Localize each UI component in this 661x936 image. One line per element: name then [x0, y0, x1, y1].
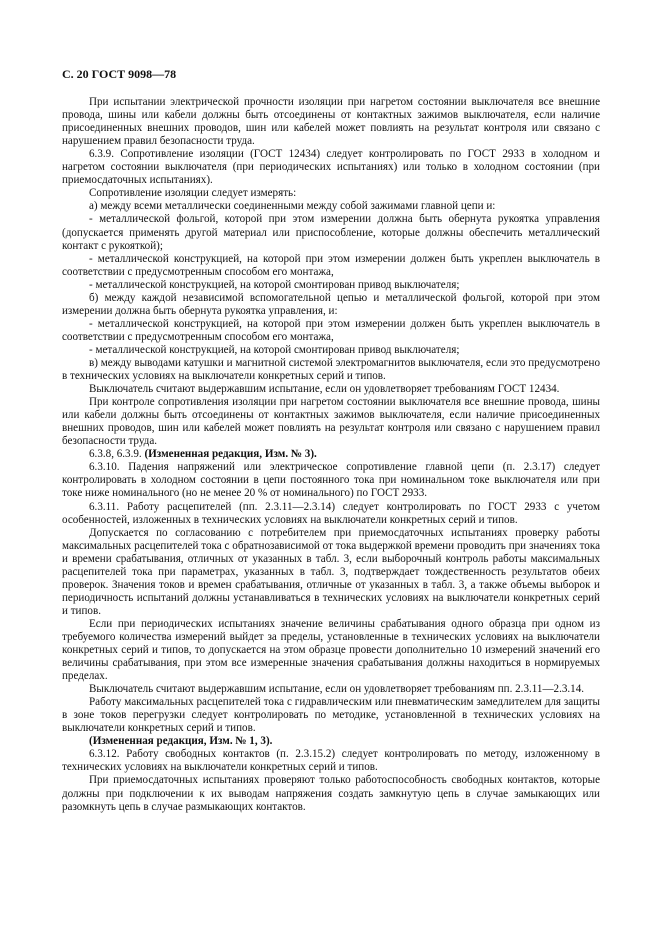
paragraph: 6.3.9. Сопротивление изоляции (ГОСТ 12434) следует контролировать по ГОСТ 2933 в холодном и нагретом состоянии выключателя (при периодических испытаниях) или только в холодном состоянии (при приемосдаточных испытаниях).: [62, 148, 600, 187]
revision-note: [62, 448, 600, 461]
paragraph: При приемосдаточных испытаниях проверяют только работоспособность свободных контактов, которые должны при подключении к их выводам напряжения создать замкнутую цепь в случае замыкающих или разомкнуть цепь в случае размыкающих контактов.: [62, 774, 600, 813]
paragraph: Если при периодических испытаниях значение величины срабатывания одного образца при одном из требуемого количества измерений выйдет за пределы, установленные в технических условиях на выключатели конкретных серий и типов, то допускается на этом образце провести дополнительно 10 измерений значений его величины срабатывания, при этом все измеренные значения срабатывания должны находиться в нормируемых пределах.: [62, 617, 600, 683]
page-header: С. 20 ГОСТ 9098—78: [62, 67, 177, 81]
paragraph: 6.3.12. Работу свободных контактов (п. 2.3.15.2) следует контролировать по методу, изложенному в технических условиях на выключатели конкретных серий и типов.: [62, 748, 600, 774]
revision-note: [62, 735, 600, 748]
revision-label: (Измененная редакция, Изм. № 1, 3).: [89, 735, 273, 748]
paragraph: Работу максимальных расцепителей тока с гидравлическим или пневматическим замедлителем для защиты в зоне токов перегрузки следует контролировать по методике, установленной в технических условиях на выключатели конкретных серий и типов.: [62, 696, 600, 735]
revision-ref: 6.3.8, 6.3.9.: [89, 448, 145, 461]
paragraph: 6.3.10. Падения напряжений или электрическое сопротивление главной цепи (п. 2.3.17) следует контролировать в холодном состоянии в цепи постоянного тока при номинальном токе выключателя или при токе ниже номинального (но не менее 20 % от номинального) по ГОСТ 2933.: [62, 461, 600, 500]
paragraph: 6.3.11. Работу расцепителей (пп. 2.3.11—2.3.14) следует контролировать по ГОСТ 2933 с учетом особенностей, изложенных в технических условиях на выключатели конкретных серий и типов.: [62, 500, 600, 526]
list-item: а) между всеми металлически соединенными между собой зажимами главной цепи и:: [89, 200, 496, 213]
paragraph: Выключатель считают выдержавшим испытание, если он удовлетворяет требованиям ГОСТ 12434.: [89, 383, 560, 396]
paragraph: Выключатель считают выдержавшим испытание, если он удовлетворяет требованиям пп. 2.3.11—2.3.14.: [89, 683, 585, 696]
list-item: б) между каждой независимой вспомогательной цепью и металлической фольгой, которой при этом измерении должна быть обернута рукоятка управления, и:: [62, 291, 600, 317]
document-page: [62, 68, 600, 814]
paragraph: Допускается по согласованию с потребителем при приемосдаточных испытаниях проверку работы максимальных расцепителей тока с обратнозависимой от тока выдержкой времени проводить при значениях тока и времени срабатывания, отличных от указанных в табл. 3, если выборочный контроль работы максимальных расцепителей тока при параметрах, указанных в табл. 3, подтверждает тождественность результатов обеих проверок. Значения токов и времен срабатывания, отличные от указанных в табл. 3, а также объемы выборок и периодичность испытаний должны устанавливаться в технических условиях на выключатели конкретных серий и типов.: [62, 526, 600, 617]
list-item: - металлической конструкцией, на которой при этом измерении должен быть укреплен выключатель в соответствии с предусмотренным способом его монтажа,: [62, 317, 600, 343]
list-item: - металлической конструкцией, на которой при этом измерении должен быть укреплен выключатель в соответствии с предусмотренным способом его монтажа,: [62, 252, 600, 278]
revision-label: (Измененная редакция, Изм. № 3).: [144, 448, 317, 461]
paragraph: При контроле сопротивления изоляции при нагретом состоянии выключателя все внешние провода, шины или кабели должны быть отсоединены от контактных зажимов выключателя, если наличие присоединенных внешних проводов, шин или кабелей может повлиять на результат контроля или связано с нарушением правил безопасности труда.: [62, 396, 600, 448]
paragraph: Сопротивление изоляции следует измерять:: [89, 187, 297, 200]
list-item: - металлической конструкцией, на которой смонтирован привод выключателя;: [89, 278, 460, 291]
paragraph: При испытании электрической прочности изоляции при нагретом состоянии выключателя все внешние провода, шины или кабели должны быть отсоединены от контактных зажимов выключателя, если наличие присоединенных внешних проводов, шин или кабелей может повлиять на результат контроля или связано с нарушением правил безопасности труда.: [62, 96, 600, 148]
list-item: - металлической конструкцией, на которой смонтирован привод выключателя;: [89, 343, 460, 356]
list-item: - металлической фольгой, которой при этом измерении должна быть обернута рукоятка управления (допускается применять другой материал или приспособление, которые должны обеспечить металлический контакт с рукояткой);: [62, 213, 600, 252]
list-item: в) между выводами катушки и магнитной системой электромагнитов выключателя, если это предусмотрено в технических условиях на выключатели конкретных серий и типов.: [62, 356, 600, 383]
